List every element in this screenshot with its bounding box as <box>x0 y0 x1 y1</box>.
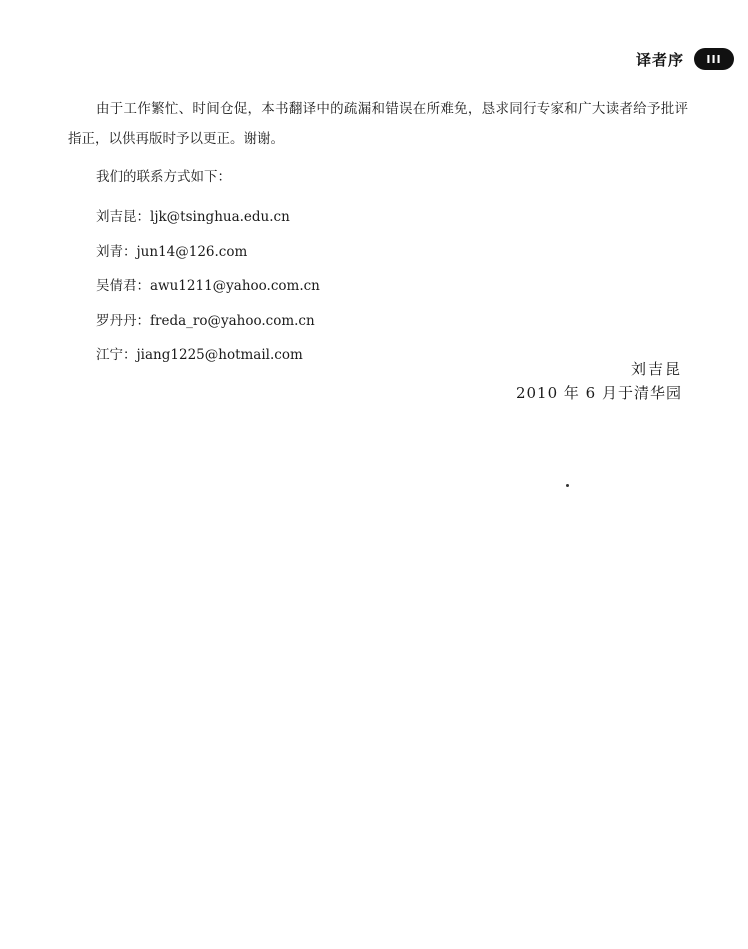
scan-speck <box>566 484 569 487</box>
contact-item <box>68 304 688 339</box>
contact-item <box>68 269 688 304</box>
contact-item <box>68 200 688 235</box>
contact-email: jiang1225@hotmail.com <box>136 347 303 363</box>
contact-separator: ： <box>136 278 150 294</box>
contact-separator: ： <box>123 347 137 363</box>
signature-block <box>516 357 682 405</box>
contact-name: 刘青 <box>96 243 123 260</box>
contact-email: jun14@126.com <box>136 243 248 260</box>
closing-paragraph: 由于工作繁忙、时间仓促，本书翻译中的疏漏和错误在所难免，恳求同行专家和广大读者给予批评指正，以供再版时予以更正。谢谢。 <box>68 101 688 147</box>
section-title: 译者序 <box>635 50 684 69</box>
contact-email: freda_ro@yahoo.com.cn <box>150 312 315 329</box>
contact-name: 刘吉昆 <box>96 209 137 225</box>
contact-name: 罗丹丹 <box>96 312 137 329</box>
page-content <box>68 94 688 373</box>
contact-separator: ： <box>123 243 137 260</box>
signature-date: 2010 年 6 月于清华园 <box>515 384 682 402</box>
contact-email: awu1211@yahoo.com.cn <box>150 278 320 294</box>
contact-list <box>68 200 688 373</box>
contact-email: ljk@tsinghua.edu.cn <box>150 209 290 225</box>
contact-intro: 我们的联系方式如下： <box>96 169 231 185</box>
contact-separator: ： <box>136 312 150 329</box>
contact-separator: ： <box>136 209 150 225</box>
contact-name: 吴倩君 <box>96 278 137 294</box>
page-header <box>636 46 734 72</box>
contact-item <box>68 235 688 270</box>
page-number-badge: III <box>694 48 734 70</box>
signature-name: 刘吉昆 <box>630 360 682 378</box>
contact-name: 江宁 <box>96 347 123 363</box>
